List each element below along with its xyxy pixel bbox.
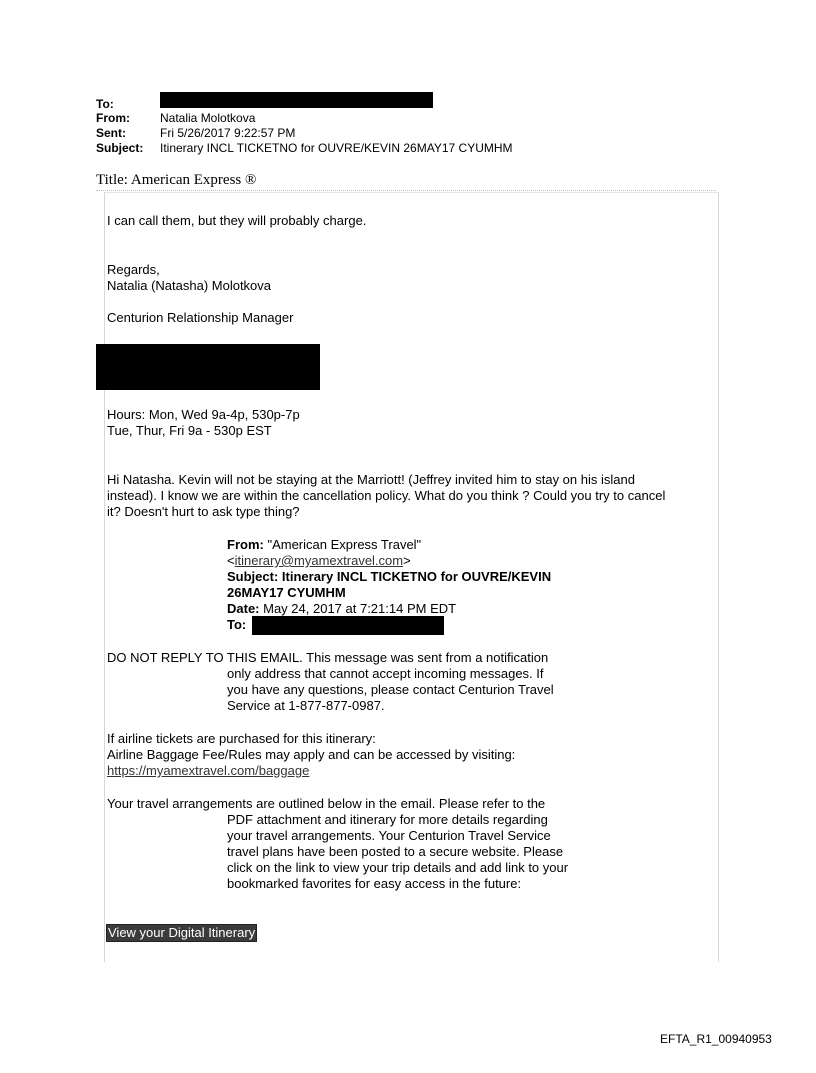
sent-value: Fri 5/26/2017 9:22:57 PM: [160, 126, 296, 140]
hours-line-2: Tue, Thur, Fri 9a - 530p EST: [107, 423, 272, 438]
fwd-subject-value-1: Itinerary INCL TICKETNO for OUVRE/KEVIN: [281, 569, 552, 584]
redacted-contact-block: [96, 344, 320, 390]
fwd-from-label: From:: [227, 537, 264, 552]
subject-value: Itinerary INCL TICKETNO for OUVRE/KEVIN 26MAY17 CYUMHM: [160, 141, 513, 155]
fwd-to-line: [227, 617, 246, 633]
fwd-from-line: [227, 537, 421, 553]
fwd-email-open: <: [227, 553, 235, 568]
sent-label: Sent:: [96, 126, 126, 140]
fwd-to-label: To:: [227, 617, 247, 632]
frame-left-border: [104, 192, 105, 962]
fwd-email-link[interactable]: itinerary@myamextravel.com: [234, 553, 404, 568]
sender-title: Centurion Relationship Manager: [107, 310, 294, 325]
frame-right-border: [718, 192, 719, 962]
notice-line-4: Service at 1-877-877-0987.: [227, 698, 385, 713]
arrangements-line-4: travel plans have been posted to a secure website. Please: [227, 844, 564, 859]
fwd-date-label: Date:: [227, 601, 260, 616]
sender-name: Natalia (Natasha) Molotkova: [107, 278, 272, 293]
notice-line-1: DO NOT REPLY TO THIS EMAIL. This message was sent from a notification: [107, 650, 549, 665]
baggage-line-2: Airline Baggage Fee/Rules may apply and can be accessed by visiting:: [107, 747, 516, 762]
to-label: To:: [96, 97, 114, 111]
arrangements-line-2: PDF attachment and itinerary for more details regarding: [227, 812, 548, 827]
regards-line: Regards,: [107, 262, 160, 277]
reply-line: I can call them, but they will probably charge.: [107, 213, 367, 228]
message-line-3: it? Doesn't hurt to ask type thing?: [107, 504, 300, 519]
message-line-2: instead). I know we are within the cancellation policy. What do you think ? Could you try to cancel: [107, 488, 666, 503]
arrangements-line-1: Your travel arrangements are outlined below in the email. Please refer to the: [107, 796, 546, 811]
arrangements-line-3: your travel arrangements. Your Centurion Travel Service: [227, 828, 551, 843]
message-line-1: Hi Natasha. Kevin will not be staying at the Marriott! (Jeffrey invited him to stay on his island: [107, 472, 635, 487]
baggage-link[interactable]: https://myamextravel.com/baggage: [107, 763, 310, 778]
fwd-email-close: >: [403, 553, 411, 568]
view-digital-itinerary-button[interactable]: View your Digital Itinerary: [108, 925, 256, 940]
fwd-from-value: "American Express Travel": [263, 537, 422, 552]
fwd-email-line: [227, 553, 411, 569]
from-value: Natalia Molotkova: [160, 111, 256, 125]
notice-line-3: you have any questions, please contact Centurion Travel: [227, 682, 554, 697]
baggage-line-1: If airline tickets are purchased for this itinerary:: [107, 731, 376, 746]
fwd-date-value: May 24, 2017 at 7:21:14 PM EDT: [259, 601, 457, 616]
subject-label: Subject:: [96, 141, 144, 155]
redacted-fwd-recipient: [252, 616, 444, 635]
from-label: From:: [96, 111, 130, 125]
fwd-subject-line-2: [227, 585, 346, 601]
notice-line-2: only address that cannot accept incoming messages. If: [227, 666, 544, 681]
fwd-subject-label: Subject:: [227, 569, 282, 584]
fwd-subject-line: [227, 569, 551, 585]
arrangements-line-6: bookmarked favorites for easy access in the future:: [227, 876, 522, 891]
document-id-footer: EFTA_R1_00940953: [660, 1032, 772, 1046]
document-title: Title: American Express ®: [96, 172, 716, 191]
hours-line-1: Hours: Mon, Wed 9a-4p, 530p-7p: [107, 407, 300, 422]
frame-top-border: [104, 192, 718, 193]
fwd-subject-value-2: 26MAY17 CYUMHM: [227, 585, 346, 600]
fwd-date-line: [227, 601, 456, 617]
redacted-to-recipient: [160, 92, 433, 108]
arrangements-line-5: click on the link to view your trip details and add link to your: [227, 860, 569, 875]
